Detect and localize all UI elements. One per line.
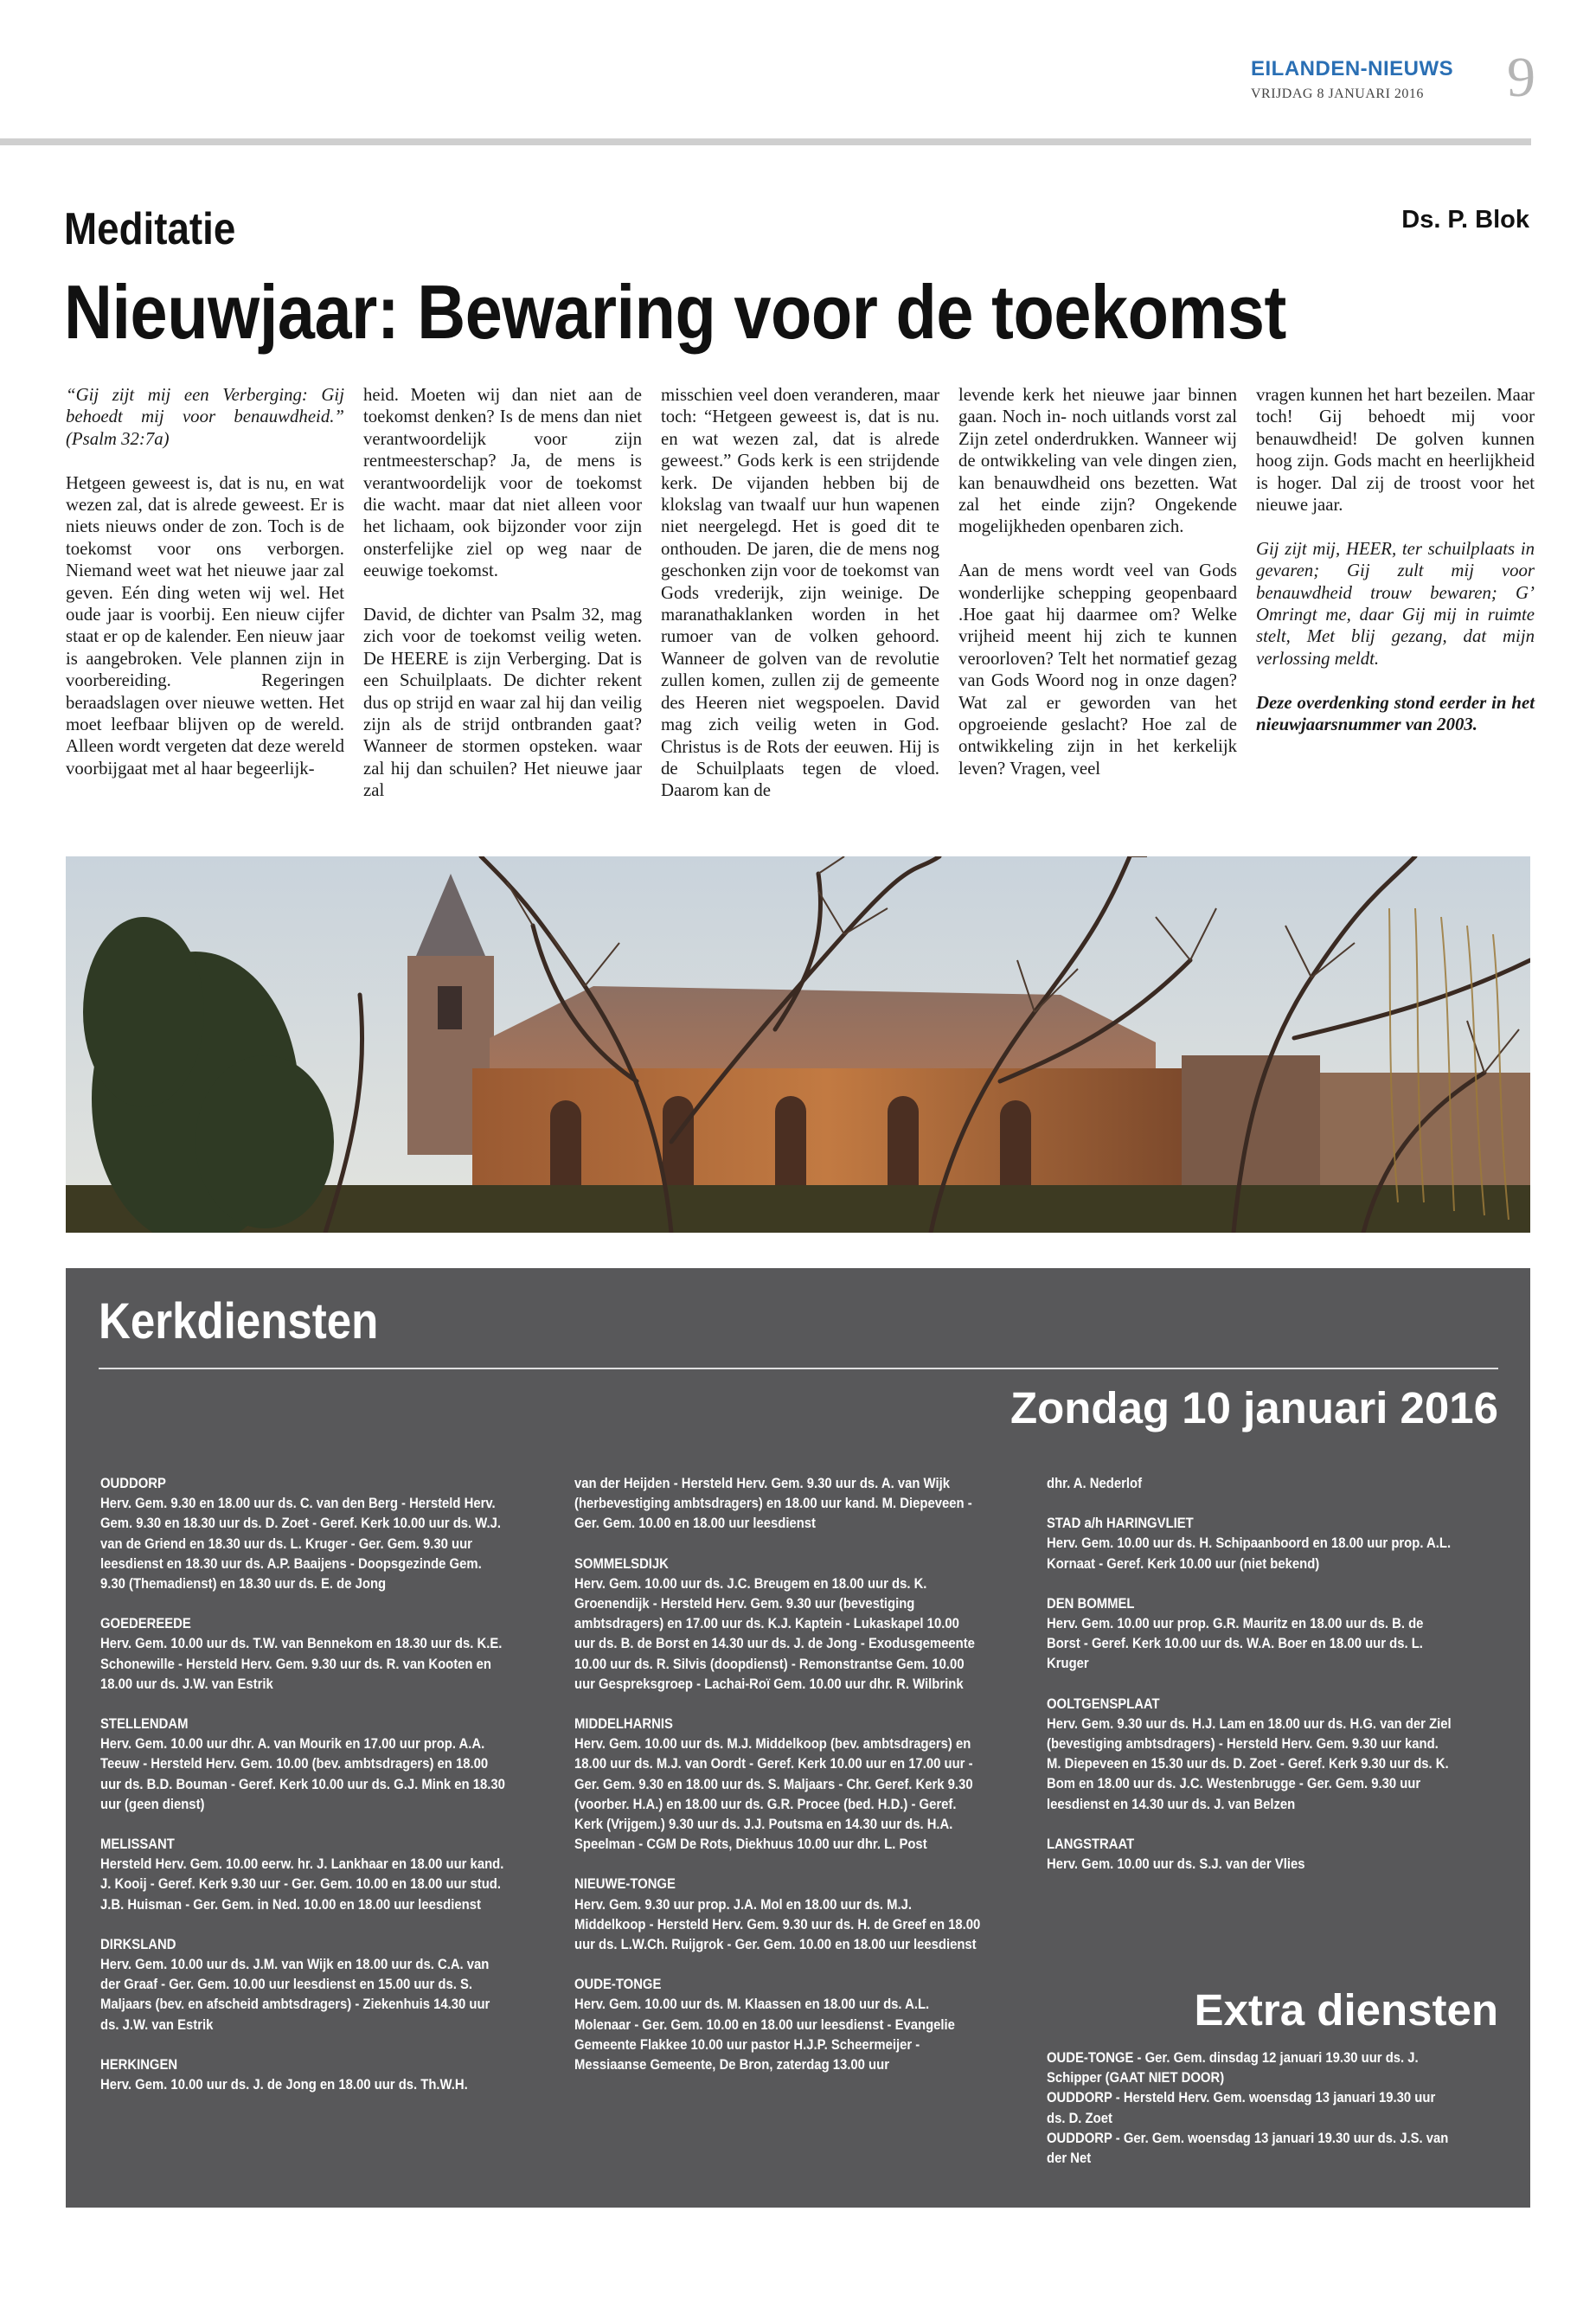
service-details: Herv. Gem. 10.00 uur ds. T.W. van Bennekom en 18.30 uur ds. K.E. Schonewille - Hersteld Herv. Gem. 9.30 uur ds. R. van Kooten en 18.00 uur ds. J.W. van Estrik <box>100 1636 503 1692</box>
service-details: Herv. Gem. 9.30 en 18.00 uur ds. C. van den Berg - Hersteld Herv. Gem. 9.30 en 18.30 uur ds. D. Zoet - Geref. Kerk 10.00 uur ds. W.J. van de Griend en 18.30 uur ds. L. Kruger - Ger. Gem. 9.30 uur leesdienst en 18.30 uur ds. A.P. Baaijens - Doopsgezinde Gem. 9.30 (Themadienst) en 18.30 uur ds. E. de Jong <box>100 1496 502 1593</box>
masthead-logo: EILANDEN-NIEUWS <box>1251 57 1454 80</box>
service-place: DEN BOMMEL <box>1047 1595 1135 1612</box>
article-paragraph: David, de dichter van Psalm 32, mag zich voor de toekomst veilig weten. De HEERE is zijn Verberging. Dat is een Schuilplaats. De dichter rekent dus op strijd en waar zal hij dan veilig zijn als de strijd ontbranden gaat? Wanneer de stormen opsteken. waar zal hij dan schuilen? Het nieuwe jaar zal <box>363 605 642 801</box>
service-details: Hersteld Herv. Gem. 10.00 eerw. hr. J. Lankhaar en 18.00 uur kand. J. Kooij - Geref. Kerk 9.30 uur - Ger. Gem. 10.00 en 18.00 uur stud. J.B. Huisman - Ger. Gem. in Ned. 10.00 en 18.00 uur leesdienst <box>100 1856 504 1913</box>
service-details: Herv. Gem. 10.00 uur prop. G.R. Mauritz en 18.00 uur ds. B. de Borst - Geref. Kerk 10.00 uur ds. W.A. Boer en 18.00 uur ds. L. Kruger <box>1047 1616 1424 1672</box>
service-details: Herv. Gem. 9.30 uur ds. H.J. Lam en 18.00 uur ds. H.G. van der Ziel (bevestiging ambtsdragers) - Hersteld Herv. Gem. 9.30 uur kand. M. Diepeveen en 15.30 uur ds. D. Zoet - Geref. Kerk 9.30 uur ds. K. Bom en 18.00 uur ds. J.C. Westenbrugge - Ger. Gem. 9.30 uur leesdienst en 14.30 uur ds. J. van Belzen <box>1047 1715 1452 1812</box>
service-place: OOLTGENSPLAAT <box>1047 1695 1160 1712</box>
service-place: DIRKSLAND <box>100 1936 176 1952</box>
service-place: OUDDORP <box>100 1476 166 1491</box>
service-place: OUDE-TONGE <box>574 1977 662 1993</box>
church-photo <box>66 856 1530 1233</box>
services-rule <box>99 1368 1498 1369</box>
article-column-4 <box>958 384 1237 779</box>
article-paragraph: misschien veel doen veranderen, maar toch: “Hetgeen geweest is, dat is nu. en wat wezen zal, dat is alrede geweest.” Gods kerk is een strijdende kerk. De vijanden hebben bij de klokslag van twaalf uur hun wapenen niet neergelegd. Het is goed dit te onthouden. De jaren, die de mens nog geschonken zijn voor de toekomst van Gods vrederijk, zijn weinige. De maranathaklanken worden in het rumoer van de volken gehoord. Wanneer de golven van de revolutie zullen komen, zullen zij de gemeente des Heeren niet wegspoelen. David mag zich veilig weten in God. Christus is de Rots der eeuwen. Hij is de Schuilplaats tegen de vloed. Daarom kan de <box>661 385 939 801</box>
extra-services-list <box>1047 2048 1453 2169</box>
service-details: Herv. Gem. 10.00 uur ds. J.C. Breugem en 18.00 uur ds. K. Groenendijk - Hersteld Herv. Gem. 9.30 uur (bevestiging ambtsdragers) en 17.00 uur ds. K.J. Kaptein - Lukaskapel 10.00 uur ds. B. de Borst en 14.30 uur ds. J. de Jong - Exodusgemeente 10.00 uur ds. R. Silvis (doopdienst) - Remonstrantse Gem. 10.00 uur Gespreksgroep - Lachai-Roï Gem. 10.00 uur dhr. R. Wilbrink <box>574 1575 975 1692</box>
service-place: HERKINGEN <box>100 2056 178 2073</box>
extra-service-item: OUDDORP - Ger. Gem. woensdag 13 januari 19.30 uur ds. J.S. van der Net <box>1047 2130 1449 2167</box>
extra-services-title: Extra diensten <box>1194 1985 1498 2035</box>
article-paragraph: heid. Moeten wij dan niet aan de toekomst denken? Is de mens dan niet verantwoordelijk voor zijn rentmeesterschap? Ja, de mens is verantwoordelijk voor de toekomst die wacht. maar dat niet alleen voor het lichaam, ook bijzonder voor zijn onsterfelijke ziel op weg naar de eeuwige toekomst. <box>363 385 642 581</box>
services-title: Kerkdiensten <box>99 1293 379 1349</box>
service-details: Herv. Gem. 10.00 uur dhr. A. van Mourik en 17.00 uur prop. A.A. Teeuw - Hersteld Herv. Gem. 10.00 (bev. ambtsdragers) en 18.00 uur ds. B.D. Bouman - Geref. Kerk 10.00 uur ds. G.J. Mink en 18.30 uur (geen dienst) <box>100 1736 505 1812</box>
extra-service-item: OUDE-TONGE - Ger. Gem. dinsdag 12 januari 19.30 uur ds. J. Schipper (GAAT NIET DOOR) <box>1047 2050 1419 2086</box>
header-rule <box>0 138 1531 145</box>
issue-date: VRIJDAG 8 JANUARI 2016 <box>1251 87 1424 101</box>
service-place: LANGSTRAAT <box>1047 1836 1135 1852</box>
section-kicker: Meditatie <box>64 204 236 254</box>
article-column-3 <box>661 384 939 802</box>
service-place: STELLENDAM <box>100 1716 189 1733</box>
service-details: Herv. Gem. 10.00 uur ds. M.J. Middelkoop (bev. ambtsdragers) en 18.00 uur ds. M.J. van Oordt - Geref. Kerk 10.00 uur en 17.00 uur - Ger. Gem. 9.30 en 18.00 uur ds. S. Maljaars - Chr. Geref. Kerk 9.30 (voorber. H.A.) en 18.00 uur ds. G.R. Procee (bed. H.D.) - Geref. Kerk (Vrijgem.) 9.30 uur ds. J.J. Poutsma en 14.30 uur ds. H.A. Speelman - CGM De Rots, Diekhuus 10.00 uur dhr. L. Post <box>574 1736 973 1853</box>
service-details: dhr. A. Nederlof <box>1047 1476 1143 1491</box>
article-column-5 <box>1256 384 1535 735</box>
service-details: Herv. Gem. 10.00 uur ds. H. Schipaanboord en 18.00 uur prop. A.L. Kornaat - Geref. Kerk 10.00 uur (niet bekend) <box>1047 1535 1452 1572</box>
service-details: Herv. Gem. 9.30 uur prop. J.A. Mol en 18.00 uur ds. M.J. Middelkoop - Hersteld Herv. Gem. 9.30 uur ds. H. de Greef en 18.00 uur ds. L.W.Ch. Ruijgrok - Ger. Gem. 10.00 en 18.00 uur leesdienst <box>574 1896 981 1953</box>
article-paragraph: Aan de mens wordt veel van Gods wonderlijke schepping geopenbaard .Hoe gaat hij daarmee om? Welke vrijheid meent hij zich te kunnen veroorloven? Telt het normatief gezag van Gods Woord nog in onze dagen? Wat zal er geworden van het opgroeiende geslacht? Hoe zal de ontwikkeling zijn in het kerkelijk leven? Vragen, veel <box>958 561 1237 779</box>
church-services-box <box>66 1268 1530 2208</box>
article-paragraph: Deze overdenking stond eerder in het nieuwjaarsnummer van 2003. <box>1256 692 1535 735</box>
article-paragraph: “Gij zijt mij een Verberging: Gij behoedt mij voor benauwdheid.” (Psalm 32:7a) <box>66 385 344 449</box>
article-column-2 <box>363 384 642 802</box>
article-paragraph: vragen kunnen het hart bezeilen. Maar toch! Gij behoedt mij voor benauwdheid! De golven kunnen hoog zijn. Gods macht en heerlijkheid is hoger. Dal zij de troost voor het nieuwe jaar. <box>1256 385 1535 516</box>
service-place: STAD a/h HARINGVLIET <box>1047 1516 1194 1532</box>
service-details: Herv. Gem. 10.00 uur ds. S.J. van der Vlies <box>1047 1856 1305 1873</box>
services-column-1 <box>100 1474 507 2095</box>
service-place: NIEUWE-TONGE <box>574 1876 676 1893</box>
services-date: Zondag 10 januari 2016 <box>1010 1383 1498 1433</box>
article-column-1 <box>66 384 344 779</box>
article-paragraph: Gij zijt mij, HEER, ter schuilplaats in gevaren; Gij zult mij voor benauwdheid trouw bewaren; G’ Omringt me, daar Gij mij in ruimte stelt, Met blij gezang, dat mijn verlossing meldt. <box>1256 538 1535 669</box>
article-paragraph: Hetgeen geweest is, dat is nu, en wat wezen zal, dat is alrede geweest. Er is niets nieuws onder de zon. Toch is de toekomst voor ons verborgen. Niemand weet wat het nieuwe jaar zal geven. Eén ding weten wij wel. Het oude jaar is voorbij. Een nieuw cijfer staat er op de kalender. Een nieuw jaar is aangebroken. Vele plannen zijn in voorbereiding. Regeringen beraadslagen over nieuwe wetten. Het moet leefbaar blijven op de wereld. Alleen wordt vergeten dat deze wereld voorbijgaat met al haar begeerlijk- <box>66 472 344 779</box>
services-column-2 <box>574 1474 981 2075</box>
service-place: GOEDEREEDE <box>100 1616 191 1632</box>
article-author: Ds. P. Blok <box>1401 206 1529 234</box>
service-place: MELISSANT <box>100 1836 175 1853</box>
service-details: Herv. Gem. 10.00 uur ds. J. de Jong en 18.00 uur ds. Th.W.H. <box>100 2077 468 2093</box>
extra-service-item: OUDDORP - Hersteld Herv. Gem. woensdag 13 januari 19.30 uur ds. D. Zoet <box>1047 2090 1436 2126</box>
service-details: Herv. Gem. 10.00 uur ds. M. Klaassen en 18.00 uur ds. A.L. Molenaar - Ger. Gem. 10.00 en 18.00 uur leesdienst - Evangelie Gemeente Flakkee 10.00 uur pastor H.J.P. Scheermeijer - Messiaanse Gemeente, De Bron, zaterdag 13.00 uur <box>574 1997 955 2073</box>
service-details: Herv. Gem. 10.00 uur ds. J.M. van Wijk en 18.00 uur ds. C.A. van der Graaf - Ger. Gem. 10.00 uur leesdienst en 15.00 uur ds. S. Maljaars (bev. en afscheid ambtsdragers) - Ziekenhuis 14.30 uur ds. J.W. van Estrik <box>100 1957 490 2033</box>
service-place: SOMMELSDIJK <box>574 1555 669 1572</box>
service-details: van der Heijden - Hersteld Herv. Gem. 9.30 uur ds. A. van Wijk (herbevestiging ambtsdragers) en 18.00 uur kand. M. Diepeveen - Ger. Gem. 10.00 en 18.00 uur leesdienst <box>574 1476 972 1532</box>
service-place: MIDDELHARNIS <box>574 1716 673 1733</box>
page-number: 9 <box>1507 46 1535 109</box>
services-column-3 <box>1047 1474 1453 1875</box>
article-paragraph: levende kerk het nieuwe jaar binnen gaan. Noch in- noch uitlands vorst zal Zijn zetel onderdrukken. Wanneer wij de ontwikkeling van vele dingen zien, kan benauwdheid ons bezetten. Wat zal het einde zijn? Ongekende mogelijkheden openbaren zich. <box>958 385 1237 537</box>
article-headline: Nieuwjaar: Bewaring voor de toekomst <box>64 269 1286 355</box>
